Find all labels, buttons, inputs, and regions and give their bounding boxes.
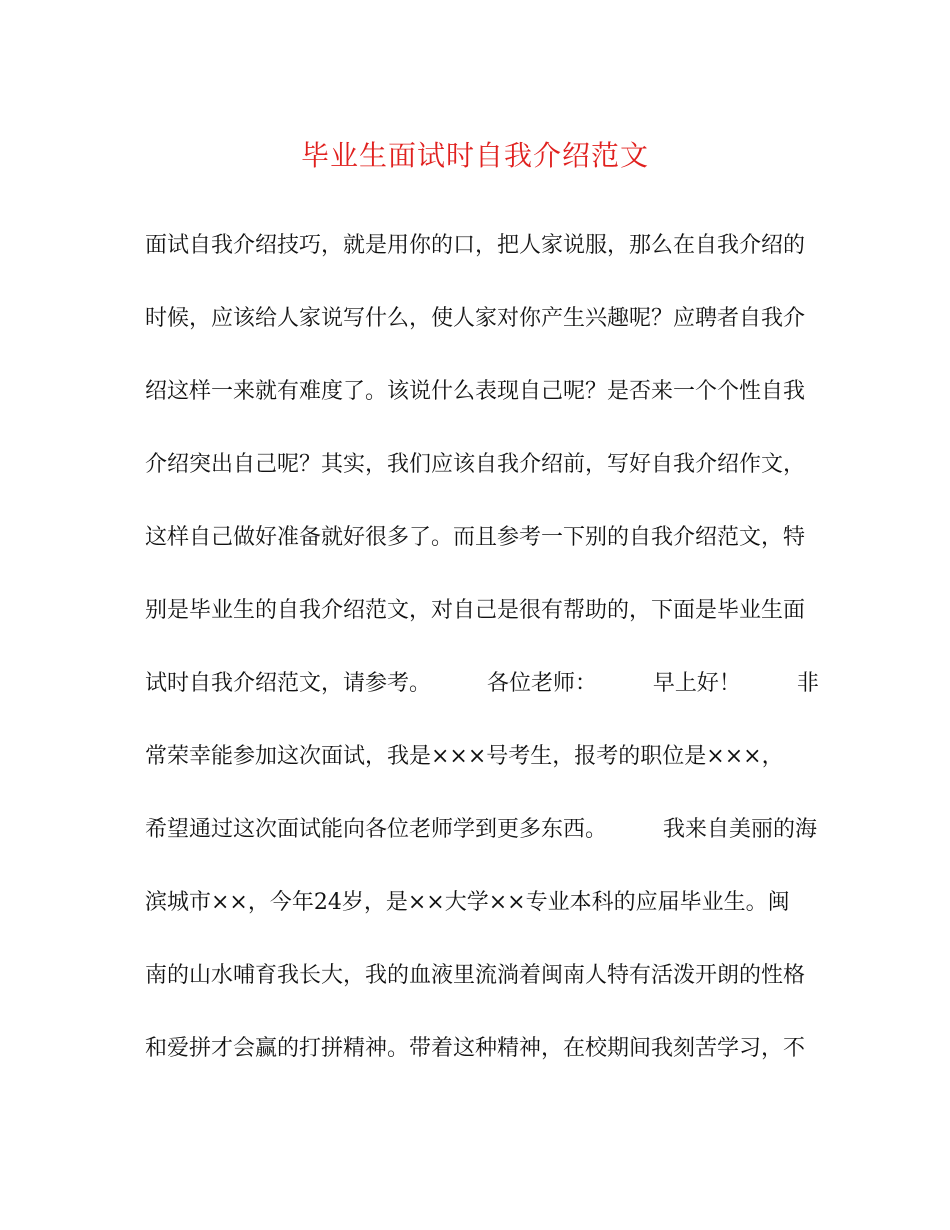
body-line: 这样自己做好准备就好很多了。而且参考一下别的自我介绍范文，特 [145,525,806,550]
document-title: 毕业生面试时自我介绍范文 [300,139,649,172]
body-line: 南的山水哺育我长大，我的血液里流淌着闽南人特有活泼开朗的性格 [145,963,806,988]
document-body [145,222,819,1098]
body-line: 希望通过这次面试能向各位老师学到更多东西。 我来自美丽的海 [145,817,817,842]
body-line: 别是毕业生的自我介绍范文，对自己是很有帮助的，下面是毕业生面 [145,598,806,623]
body-line: 常荣幸能参加这次面试，我是×××号考生，报考的职位是×××， [145,744,784,769]
body-line: 时候，应该给人家说写什么，使人家对你产生兴趣呢？应聘者自我介 [145,306,806,331]
body-line: 试时自我介绍范文，请参考。 各位老师： 早上好！ 非 [145,671,819,696]
body-line: 和爱拼才会赢的打拼精神。带着这种精神，在校期间我刻苦学习，不 [145,1036,806,1061]
body-line: 滨城市××，今年24岁，是××大学××专业本科的应届毕业生。闽 [145,890,790,915]
body-line: 面试自我介绍技巧，就是用你的口，把人家说服，那么在自我介绍的 [145,233,806,258]
body-line: 介绍突出自己呢？其实，我们应该自我介绍前，写好自我介绍作文， [145,452,806,477]
body-line: 绍这样一来就有难度了。该说什么表现自己呢？是否来一个个性自我 [145,379,806,404]
